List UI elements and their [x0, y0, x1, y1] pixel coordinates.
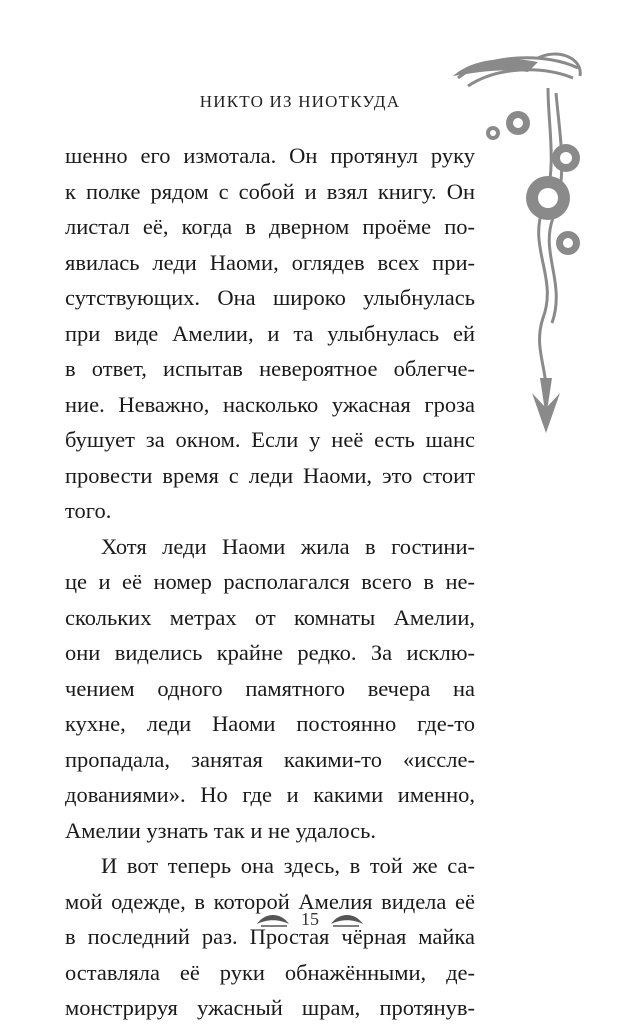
text-line: мой одежде, в которой Амелия видела её: [65, 888, 475, 914]
text-line: того.: [65, 498, 112, 523]
text-line: И вот теперь она здесь, в той же са-: [101, 853, 475, 878]
body-text: [65, 138, 475, 1026]
text-line: це и её номер располагался всего в не-: [65, 569, 475, 594]
text-line: в последний раз. Простая чёрная майка: [65, 924, 475, 949]
text-line: бушует за окном. Если у неё есть шанс: [65, 427, 475, 452]
text-line: оставляла её руки обнажёнными, де-: [65, 959, 475, 985]
text-line: они виделись крайне редко. За исклю-: [65, 640, 475, 665]
text-line: Хотя леди Наоми жила в гостини-: [101, 533, 475, 559]
text-line: провести время с леди Наоми, это стоит: [65, 462, 475, 488]
text-line: скольких метрах от комнаты Амелии,: [65, 604, 475, 630]
text-line: чением одного памятного вечера на: [65, 675, 475, 701]
text-line: Амелии узнать так и не удалось.: [65, 817, 377, 843]
text-line: монстрируя ужасный шрам, протянув-: [65, 995, 475, 1020]
text-line: листал её, когда в дверном проёме по-: [65, 214, 475, 239]
text-line: шенно его измотала. Он протянул руку: [65, 143, 475, 168]
text-line: в ответ, испытав невероятное облегче-: [65, 356, 475, 381]
page-footer: [220, 904, 400, 934]
text-line: ние. Неважно, насколько ужасная гроза: [65, 391, 475, 417]
text-line: кухне, леди Наоми постоянно где-то: [65, 711, 475, 736]
text-line: к полке рядом с собой и взял книгу. Он: [65, 178, 475, 204]
right-leaf-flourish-icon: [329, 910, 365, 928]
page-number: 15: [301, 908, 319, 929]
text-line: пропадала, занятая какими-то «иссле-: [65, 746, 475, 772]
text-line: явилась леди Наоми, оглядев всех при-: [65, 249, 475, 275]
left-leaf-flourish-icon: [255, 910, 291, 928]
text-line: дованиями». Но где и какими именно,: [65, 782, 475, 807]
text-line: при виде Амелии, и та улыбнулась ей: [65, 320, 475, 346]
running-head: НИКТО ИЗ НИОТКУДА: [199, 92, 401, 111]
text-line: сутствующих. Она широко улыбнулась: [65, 285, 475, 310]
